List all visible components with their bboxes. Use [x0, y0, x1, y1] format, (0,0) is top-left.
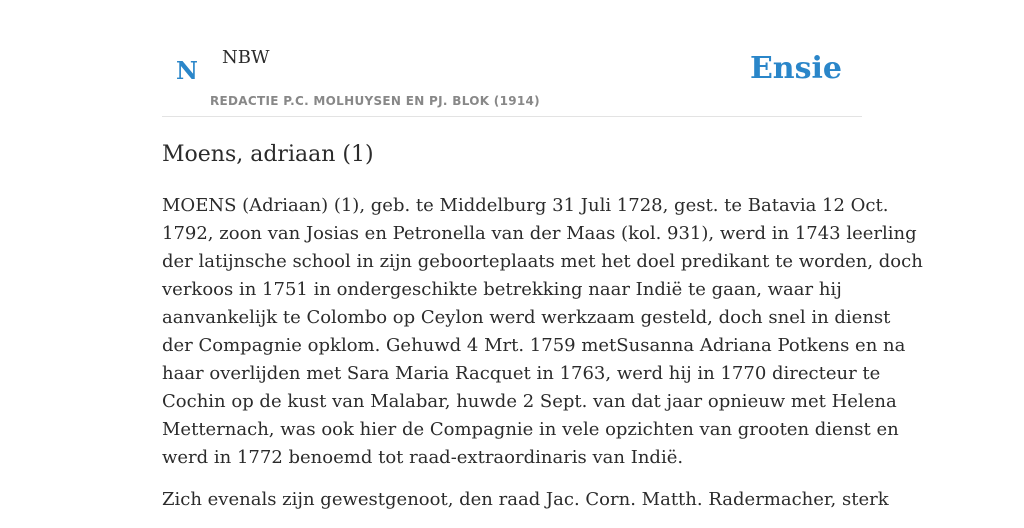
text-line: werd in 1772 benoemd tot raad-extraordinaris van Indië. [162, 447, 684, 468]
source-subtitle: REDACTIE P.C. MOLHUYSEN EN PJ. BLOK (1914) [210, 94, 540, 108]
source-logo[interactable]: N [176, 56, 198, 85]
source-name[interactable]: NBW [222, 47, 270, 68]
article-paragraph [162, 192, 923, 472]
text-line: Cochin op de kust van Malabar, huwde 2 Sept. van dat jaar opnieuw met Helena [162, 391, 897, 412]
text-line: MOENS (Adriaan) (1), geb. te Middelburg 31 Juli 1728, gest. te Batavia 12 Oct. [162, 195, 889, 216]
text-line: aanvankelijk te Colombo op Ceylon werd werkzaam gesteld, doch snel in dienst [162, 307, 891, 328]
article-body [162, 192, 923, 528]
text-line: der latijnsche school in zijn geboorteplaats met het doel predikant te worden, doch [162, 251, 923, 272]
text-line: Zich evenals zijn gewestgenoot, den raad Jac. Corn. Matth. Radermacher, sterk [162, 489, 889, 510]
site-header [162, 0, 862, 117]
brand-logo[interactable]: Ensie [749, 51, 842, 86]
page-container [162, 0, 923, 512]
text-line: 1792, zoon van Josias en Petronella van der Maas (kol. 931), werd in 1743 leerling [162, 223, 917, 244]
text-line: verkoos in 1751 in ondergeschikte betrekking naar Indië te gaan, waar hij [162, 279, 842, 300]
text-line: haar overlijden met Sara Maria Racquet in 1763, werd hij in 1770 directeur te [162, 363, 881, 384]
article-paragraph [162, 486, 889, 514]
text-line: Metternach, was ook hier de Compagnie in vele opzichten van grooten dienst en [162, 419, 899, 440]
article-title: Moens, adriaan (1) [162, 142, 374, 167]
text-line: der Compagnie opklom. Gehuwd 4 Mrt. 1759 metSusanna Adriana Potkens en na [162, 335, 906, 356]
